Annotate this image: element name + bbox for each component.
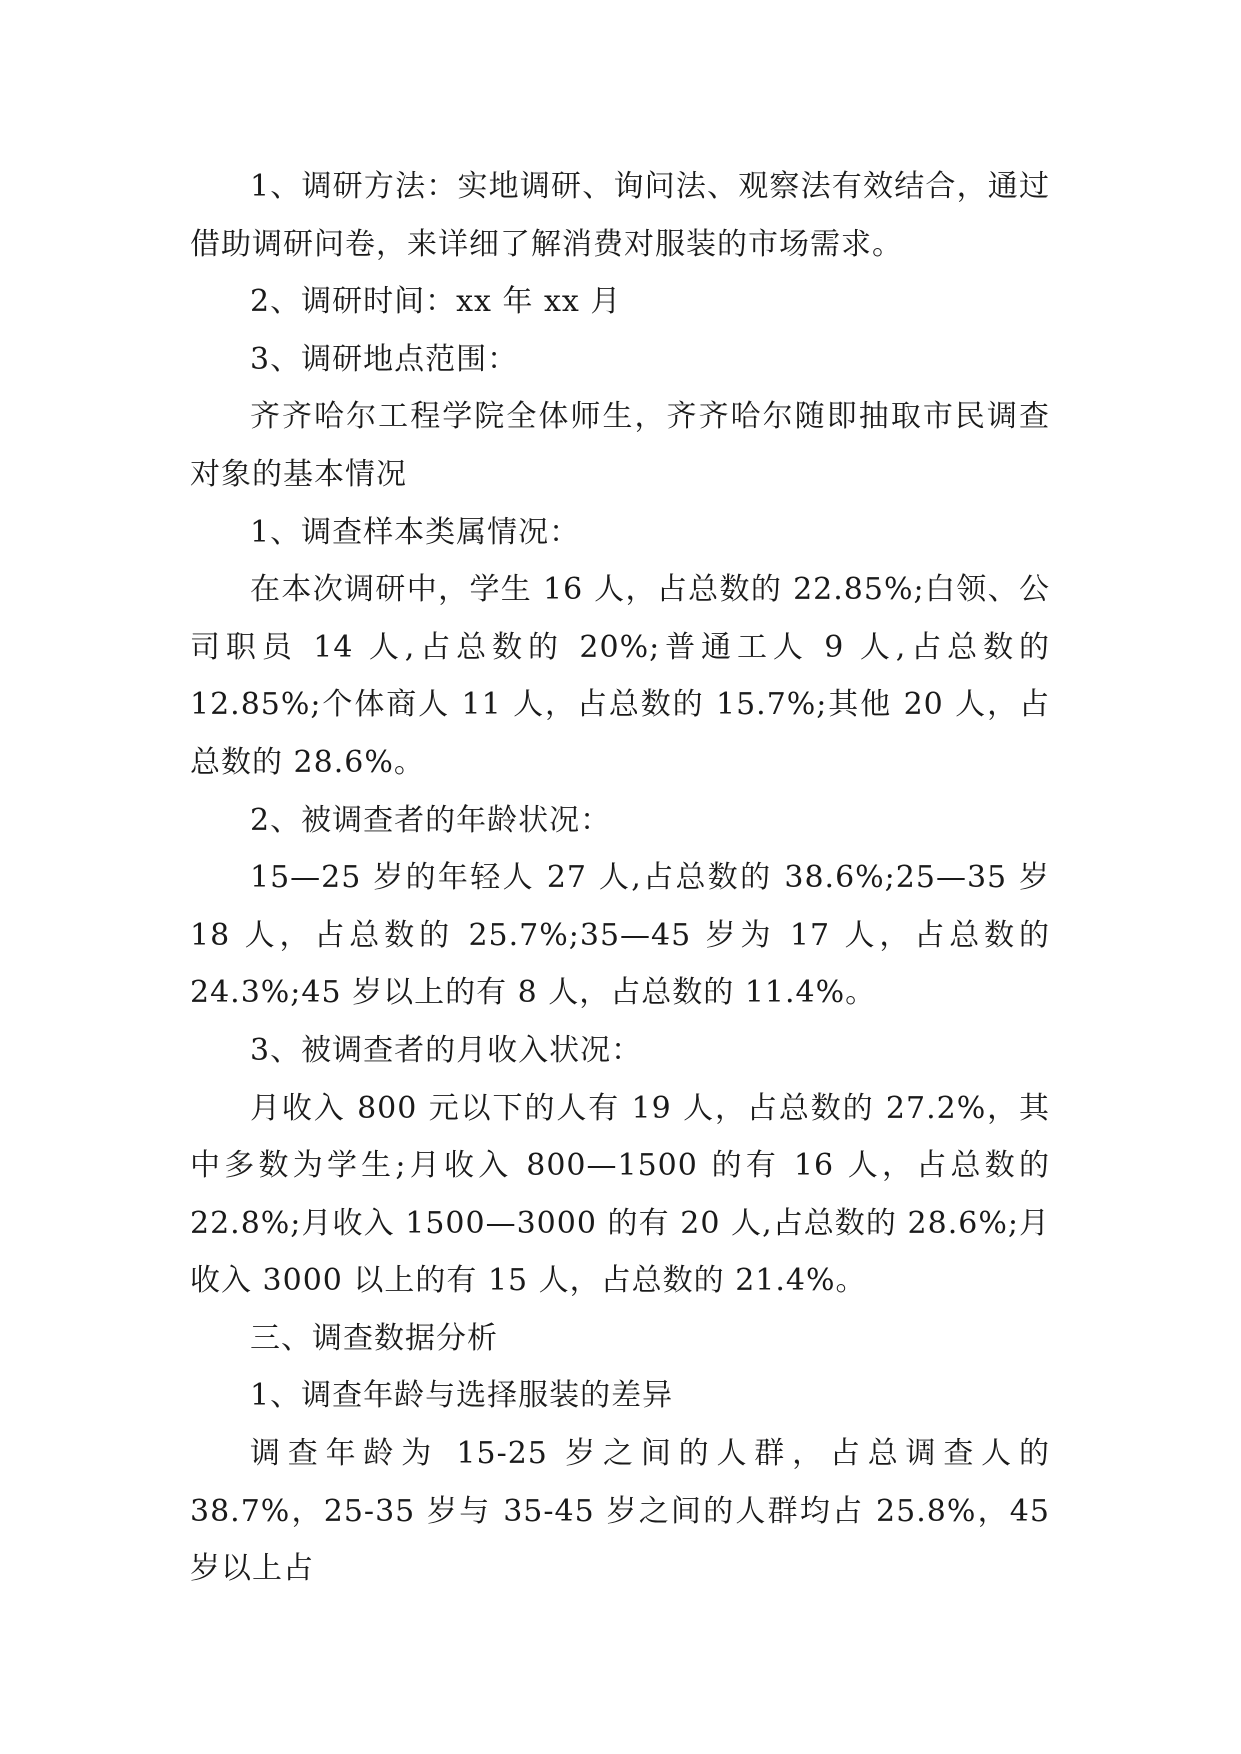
paragraph-research-location: 齐齐哈尔工程学院全体师生，齐齐哈尔随即抽取市民调查对象的基本情况 (190, 399, 1050, 492)
paragraph-age-heading: 2、被调查者的年龄状况： (250, 802, 612, 838)
paragraph-income-heading: 3、被调查者的月收入状况： (250, 1032, 643, 1068)
paragraph-research-location-heading: 3、调研地点范围： (250, 341, 519, 377)
document-body (190, 158, 1050, 1598)
paragraph-research-method: 1、调研方法：实地调研、询问法、观察法有效结合，通过借助调研问卷，来详细了解消费对服装的市场需求。 (190, 169, 1050, 262)
paragraph-age: 15—25 岁的年轻人 27 人,占总数的 38.6%;25—35 岁 18 人，占总数的 25.7%;35—45 岁为 17 人，占总数的 24.3%;45 岁以上的有 8 人，占总数的 11.4%。 (190, 860, 1050, 1011)
paragraph-sample-category-heading: 1、调查样本类属情况： (250, 514, 581, 550)
paragraph-research-time: 2、调研时间：xx 年 xx 月 (250, 284, 622, 320)
section-heading-data-analysis: 三、调查数据分析 (250, 1320, 498, 1356)
paragraph-income: 月收入 800 元以下的人有 19 人，占总数的 27.2%，其中多数为学生;月收入 800—1500 的有 16 人，占总数的 22.8%;月收入 1500—3000 的有 20 人,占总数的 28.6%;月收入 3000 以上的有 15 人，占总数的 21.4%。 (190, 1090, 1050, 1299)
paragraph-age-clothing: 调查年龄为 15-25 岁之间的人群，占总调查人的 38.7%，25-35 岁与 35-45 岁之间的人群均占 25.8%，45 岁以上占 (190, 1436, 1050, 1587)
paragraph-age-clothing-heading: 1、调查年龄与选择服装的差异 (250, 1378, 674, 1414)
paragraph-sample-category: 在本次调研中，学生 16 人，占总数的 22.85%;白领、公司职员 14 人,占总数的 20%;普通工人 9 人,占总数的 12.85%;个体商人 11 人，占总数的 15.7%;其他 20 人，占总数的 28.6%。 (190, 572, 1050, 780)
